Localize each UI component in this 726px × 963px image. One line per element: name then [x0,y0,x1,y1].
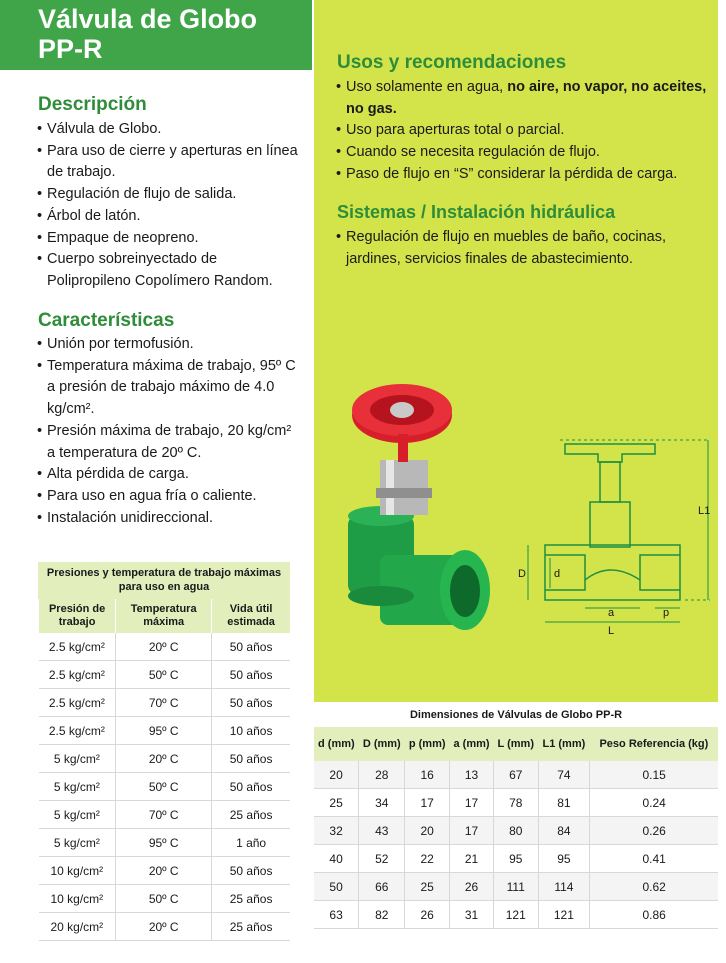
table-cell: 0.26 [590,817,718,845]
table-cell: 20º C [116,857,212,885]
table-row [39,857,291,885]
table-row [39,829,291,857]
table-cell: 25 [314,789,359,817]
table-cell: 67 [494,761,538,789]
table-row [39,801,291,829]
table-cell: 20º C [116,745,212,773]
table-cell: 34 [359,789,405,817]
valve-section-diagram [510,430,720,640]
handwheel-hub [398,434,408,462]
dimensions-table-caption: Dimensiones de Válvulas de Globo PP-R [314,705,718,727]
table-row [314,873,718,901]
lifespan-header: Vida útil estimada [212,599,290,633]
table-cell: 50 años [212,633,290,661]
list-item [336,77,708,120]
valve-outlet-bore [450,565,480,617]
dim-header-p: p (mm) [405,727,450,761]
dimensions-table-body [314,761,718,929]
table-cell: 70º C [116,801,212,829]
table-cell: 10 kg/cm² [39,857,116,885]
label-L: L [608,625,615,637]
table-cell: 13 [450,761,494,789]
diagram-seat [585,570,640,580]
table-cell: 20 kg/cm² [39,913,116,941]
table-cell: 114 [538,873,590,901]
list-item: • Regulación de flujo en muebles de baño, cocinas, jardines, servicios finales de abastecimiento. [336,227,711,270]
table-cell: 5 kg/cm² [39,745,116,773]
table-cell: 10 años [212,717,290,745]
label-D: D [518,568,526,580]
table-row [39,885,291,913]
list-item: • Temperatura máxima de trabajo, 95º C a presión de trabajo máximo de 4.0 kg/cm². [37,356,297,421]
table-cell: 2.5 kg/cm² [39,717,116,745]
table-cell: 2.5 kg/cm² [39,661,116,689]
list-item: • Cuerpo sobreinyectado de Polipropileno Copolímero Random. [37,249,302,292]
table-cell: 26 [450,873,494,901]
table-cell: 95º C [116,829,212,857]
diagram-handwheel [565,444,655,462]
table-cell: 50 años [212,773,290,801]
list-item: • Válvula de Globo. [37,119,302,141]
dim-header-d: d (mm) [314,727,359,761]
usos-item-text: Uso solamente en agua, [346,79,508,95]
list-item: • Regulación de flujo de salida. [37,184,302,206]
usos-heading: Usos y recomendaciones [337,52,567,73]
list-item: • Cuando se necesita regulación de flujo. [336,142,708,164]
diagram-outlet [640,555,680,590]
list-item: • Unión por termofusión. [37,334,297,356]
table-cell: 50 años [212,857,290,885]
label-p: p [663,607,670,619]
list-item: • Árbol de latón. [37,206,302,228]
table-cell: 1 año [212,829,290,857]
pressure-temperature-table [38,562,290,941]
table-cell: 0.41 [590,845,718,873]
table-cell: 84 [538,817,590,845]
descripcion-list [37,119,302,293]
table-cell: 50 años [212,745,290,773]
table-cell: 50º C [116,661,212,689]
table-cell: 80 [494,817,538,845]
pressure-table-body [39,633,291,941]
temperature-header: Temperatura máxima [116,599,212,633]
dimensions-table [314,705,718,929]
stem-nut [376,488,432,498]
list-item: • Para uso en agua fría o caliente. [37,486,297,508]
table-row [314,845,718,873]
table-cell: 25 años [212,801,290,829]
sistemas-list [336,227,711,270]
table-cell: 20 [405,817,450,845]
table-cell: 2.5 kg/cm² [39,633,116,661]
handwheel-nut [390,402,414,418]
dim-header-L1: L1 (mm) [538,727,590,761]
table-cell: 95 [538,845,590,873]
list-item: • Empaque de neopreno. [37,228,302,250]
list-item: • Para uso de cierre y aperturas en línea de trabajo. [37,141,302,184]
table-cell: 10 kg/cm² [39,885,116,913]
table-cell: 5 kg/cm² [39,801,116,829]
list-item: • Instalación unidireccional. [37,508,297,530]
table-cell: 95º C [116,717,212,745]
table-cell: 5 kg/cm² [39,773,116,801]
table-cell: 82 [359,901,405,929]
table-cell: 22 [405,845,450,873]
table-cell: 28 [359,761,405,789]
table-row [39,745,291,773]
table-cell: 70º C [116,689,212,717]
title-banner [0,0,312,70]
table-cell: 50 años [212,661,290,689]
dim-header-weight: Peso Referencia (kg) [590,727,718,761]
table-cell: 17 [405,789,450,817]
table-cell: 5 kg/cm² [39,829,116,857]
label-d: d [554,568,561,580]
table-cell: 40 [314,845,359,873]
table-row [314,761,718,789]
table-row [39,717,291,745]
table-row [39,633,291,661]
table-cell: 0.15 [590,761,718,789]
page-title-line-2: PP-R [38,34,103,64]
table-cell: 50 [314,873,359,901]
table-cell: 16 [405,761,450,789]
usos-list [336,77,708,186]
table-cell: 52 [359,845,405,873]
caracteristicas-list [37,334,297,529]
table-row [39,773,291,801]
pressure-table-caption: Presiones y temperatura de trabajo máximas para uso en agua [38,562,290,599]
table-row [314,789,718,817]
descripcion-heading: Descripción [38,94,147,115]
table-cell: 50º C [116,885,212,913]
table-cell: 17 [450,817,494,845]
sistemas-heading: Sistemas / Instalación hidráulica [337,202,616,222]
table-row [39,689,291,717]
table-cell: 66 [359,873,405,901]
valve-body-bottom [348,586,414,606]
pressure-header: Presión de trabajo [39,599,116,633]
dim-header-D: D (mm) [359,727,405,761]
table-cell: 17 [450,789,494,817]
table-cell: 20º C [116,913,212,941]
table-cell: 20 [314,761,359,789]
table-cell: 78 [494,789,538,817]
table-cell: 121 [538,901,590,929]
table-cell: 43 [359,817,405,845]
dim-header-a: a (mm) [450,727,494,761]
table-cell: 50 años [212,689,290,717]
table-cell: 63 [314,901,359,929]
table-cell: 0.62 [590,873,718,901]
table-cell: 81 [538,789,590,817]
label-L1: L1 [698,505,711,517]
list-item: • Presión máxima de trabajo, 20 kg/cm² a temperatura de 20º C. [37,421,297,464]
page-title-line-1: Válvula de Globo [38,4,258,34]
table-cell: 2.5 kg/cm² [39,689,116,717]
page-title [38,4,257,64]
globe-valve-photo [340,370,500,670]
table-cell: 31 [450,901,494,929]
diagram-inlet [545,555,585,590]
stem-highlight [386,460,394,515]
table-cell: 50º C [116,773,212,801]
table-cell: 0.24 [590,789,718,817]
list-item: • Alta pérdida de carga. [37,464,297,486]
usos-item-bold: no aire, no vapor, no aceites, no gas. [346,79,707,117]
table-cell: 25 [405,873,450,901]
table-cell: 121 [494,901,538,929]
table-cell: 25 años [212,913,290,941]
diagram-bonnet [590,502,630,547]
dim-header-L: L (mm) [494,727,538,761]
list-item: • Uso para aperturas total o parcial. [336,120,708,142]
table-cell: 95 [494,845,538,873]
table-row [39,913,291,941]
table-row [314,817,718,845]
table-row [39,661,291,689]
diagram-stem [600,462,620,502]
diagram-body [545,545,680,600]
table-cell: 25 años [212,885,290,913]
caracteristicas-heading: Características [38,310,175,331]
label-a: a [608,607,615,619]
table-cell: 74 [538,761,590,789]
table-cell: 111 [494,873,538,901]
table-cell: 21 [450,845,494,873]
table-cell: 0.86 [590,901,718,929]
list-item: • Paso de flujo en “S” considerar la pérdida de carga. [336,164,708,186]
table-cell: 20º C [116,633,212,661]
table-cell: 26 [405,901,450,929]
table-cell: 32 [314,817,359,845]
table-row [314,901,718,929]
